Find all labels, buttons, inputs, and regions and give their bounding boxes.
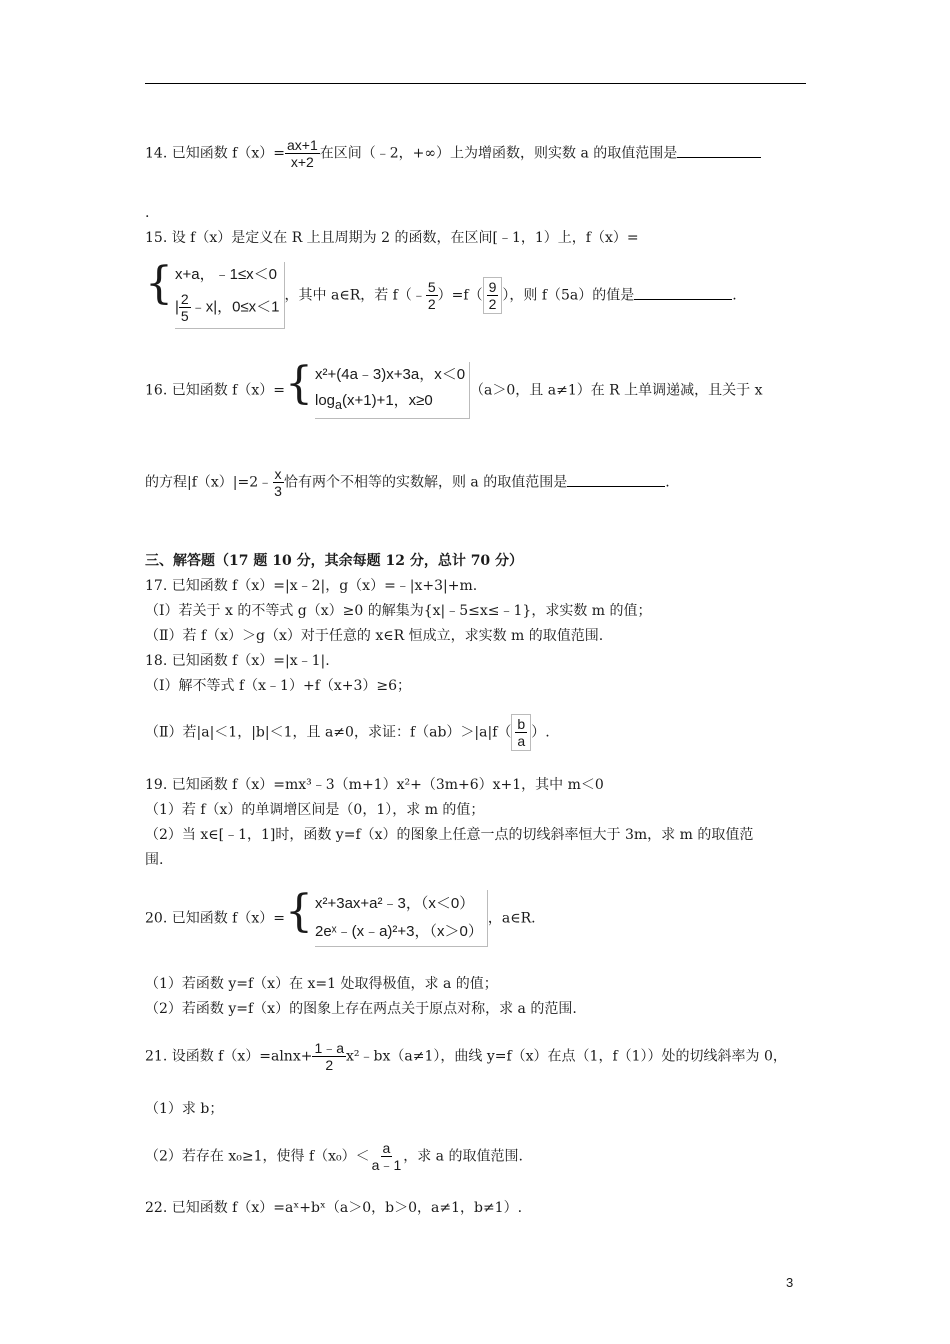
q16-piecewise: { x²+(4a﹣3)x+3a，x＜0 $\log_a(x+1)+1$，x≥0	[285, 362, 470, 419]
question-15-line1: 15. 设 f（x）是定义在 R 上且周期为 2 的函数，在区间[﹣1，1）上，f（x）=	[145, 230, 639, 246]
question-19-line4: 围.	[145, 852, 164, 868]
header-rule	[145, 83, 806, 84]
question-20-line3: （2）若函数 y=f（x）的图象上存在两点关于原点对称，求 a 的范围.	[145, 1001, 577, 1017]
question-21-line3: （2）若存在 x₀≥1，使得 f（x₀）＜ $\frac{a}{a﹣1}$ ，求 a 的取值范围.	[145, 1140, 523, 1173]
question-16-line1: 16. 已知函数 f（x）= { x²+(4a﹣3)x+3a，x＜0 $\log_a(x+1)+1$，x≥0 （a＞0，且 a≠1）在 R 上单调递减，且关于 x	[145, 362, 763, 419]
question-16-line2: 的方程|f（x）|=2﹣ $\frac{x}{3}$ 恰有两个不相等的实数解，则 a 的取值范围是 .	[145, 466, 670, 499]
question-17-line1: 17. 已知函数 f（x）=|x﹣2|，g（x）=﹣|x+3|+m.	[145, 578, 478, 594]
page-number: 3	[786, 1275, 794, 1290]
question-20-line2: （1）若函数 y=f（x）在 x=1 处取得极值，求 a 的值；	[145, 976, 498, 992]
question-14: 14. 已知函数 f（x）= $\frac{ax+1}{x+2}$ 在区间（﹣2，+∞）上为增函数，则实数 a 的取值范围是	[145, 137, 761, 170]
question-22-line1: 22. 已知函数 f（x）=aˣ+bˣ（a＞0，b＞0，a≠1，b≠1）.	[145, 1200, 523, 1216]
question-21-line1: 21. 设函数 f（x）=alnx+ $\frac{1﹣a}{2}$ x²﹣bx（a≠1），曲线 y=f（x）在点（1，f（1））处的切线斜率为 0，	[145, 1040, 787, 1073]
question-19-line1: 19. 已知函数 f（x）=mx³﹣3（m+1）x²+（3m+6）x+1，其中 m＜0	[145, 777, 604, 793]
question-21-line2: （1）求 b；	[145, 1101, 224, 1117]
question-18-line1: 18. 已知函数 f（x）=|x﹣1|.	[145, 653, 330, 669]
q14-fraction: $\frac{ax+1}{x+2}$	[286, 137, 318, 170]
question-19-line2: （1）若 f（x）的单调增区间是（0，1），求 m 的值；	[145, 802, 485, 818]
q14-dot: .	[145, 205, 150, 221]
q20-piecewise: { x²+3ax+a²﹣3，（x＜0） 2eˣ﹣(x﹣a)²+3，（x＞0）	[285, 890, 488, 947]
question-19-line3: （2）当 x∈[﹣1，1]时，函数 y=f（x）的图象上任意一点的切线斜率恒大于 3m，求 m 的取值范	[145, 827, 754, 843]
answer-blank	[634, 299, 732, 300]
answer-blank	[567, 486, 665, 487]
question-17-line3: （Ⅱ）若 f（x）＞g（x）对于任意的 x∈R 恒成立，求实数 m 的取值范围.	[145, 628, 604, 644]
question-17-line2: （Ⅰ）若关于 x 的不等式 g（x）≥0 的解集为{x|﹣5≤x≤﹣1}，求实数 m 的值；	[145, 603, 652, 619]
question-18-line2: （Ⅰ）解不等式 f（x﹣1）+f（x+3）≥6；	[145, 678, 412, 694]
answer-blank	[677, 157, 761, 158]
q15-piecewise: { x+a，﹣1≤x＜0 | $\frac{2}{5}$ ﹣x|，0≤x＜1	[145, 262, 285, 329]
question-20-line1: 20. 已知函数 f（x）= { x²+3ax+a²﹣3，（x＜0） 2eˣ﹣(x﹣a)²+3，（x＞0） ，a∈R.	[145, 890, 536, 947]
question-15-line2: { x+a，﹣1≤x＜0 | $\frac{2}{5}$ ﹣x|，0≤x＜1 ，其中 a∈R，若 f（﹣ $\frac{5}{2}$ ）=f（ $\frac{9}{2}$ ），则 f（5a）的值是 .	[145, 262, 737, 329]
question-18-line3: （Ⅱ）若|a|＜1，|b|＜1，且 a≠0，求证：f（ab）＞|a|f（ $\frac{b}{a}$ ）.	[145, 716, 550, 749]
section-heading: 三、解答题（17 题 10 分，其余每题 12 分，总计 70 分）	[145, 553, 524, 569]
